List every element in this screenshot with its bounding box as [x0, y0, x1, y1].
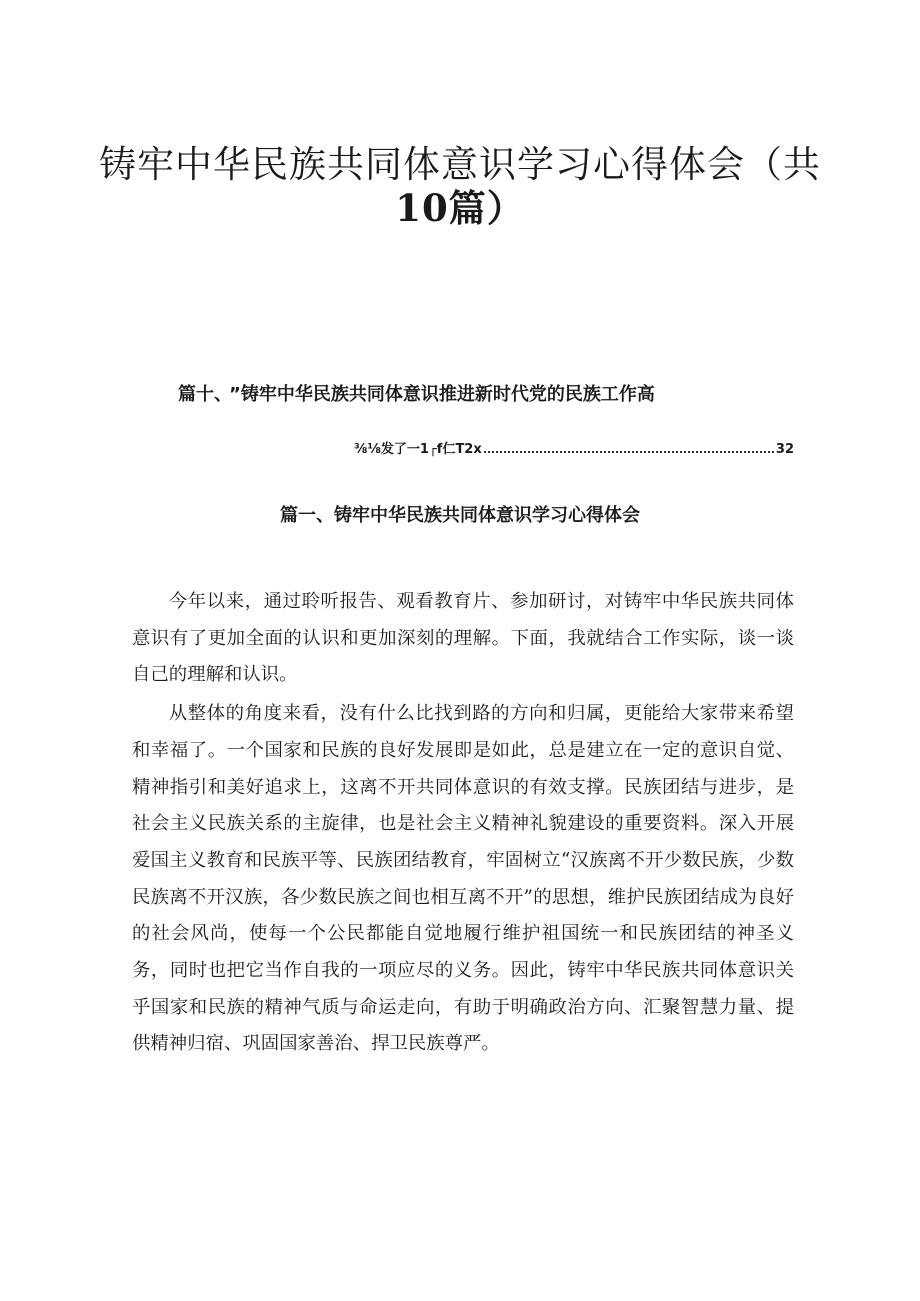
section-heading: 篇一、铸牢中华民族共同体意识学习心得体会	[280, 504, 640, 526]
toc-entry-label: 篇十、	[178, 384, 223, 405]
toc-dot-leader	[484, 450, 774, 453]
toc-page-number: 32	[775, 442, 794, 457]
document-title-line1: 铸牢中华民族共同体意识学习心得体会（共	[99, 143, 821, 186]
document-title-line2: 10篇）	[395, 186, 525, 230]
paragraph: 今年以来，通过聆听报告、观看教育片、参加研讨，对铸牢中华民族共同体意识有了更加全面的认识和更加深刻的理解。下面，我就结合工作实际，谈一谈自己的理解和认识。	[132, 591, 794, 686]
toc-entry[interactable]	[178, 380, 798, 406]
paragraph: 从整体的角度来看，没有什么比找到路的方向和归属，更能给大家带来希望和幸福了。一个国家和民族的良好发展即是如此，总是建立在一定的意识自觉、精神指引和美好追求上，这离不开共同体意识的有效支撑。民族团结与进步，是社会主义民族关系的主旋律，也是社会主义精神礼貌建设的重要资料。深入开展爱国主义教育和民族平等、民族团结教育，牢固树立“汉族离不开少数民族，少数民族离不开汉族，各少数民族之间也相互离不开”的思想，维护民族团结成为良好的社会风尚，使每一个公民都能自觉地履行维护祖国统一和民族团结的神圣义务，同时也把它当作自我的一项应尽的义务。因此，铸牢中华民族共同体意识关乎国家和民族的精神气质与命运走向，有助于明确政治方向、汇聚智慧力量、提供精神归宿、巩固国家善治、捍卫民族尊严。	[132, 703, 794, 1055]
body-text	[132, 584, 794, 1065]
toc-entry-text: ”铸牢中华民族共同体意识推进新时代党的民族工作高	[229, 384, 655, 405]
toc-entry-continuation[interactable]	[354, 438, 794, 457]
toc-entry-cont-text: ⅜⅛发了一1┌f仁T2x	[354, 442, 482, 457]
